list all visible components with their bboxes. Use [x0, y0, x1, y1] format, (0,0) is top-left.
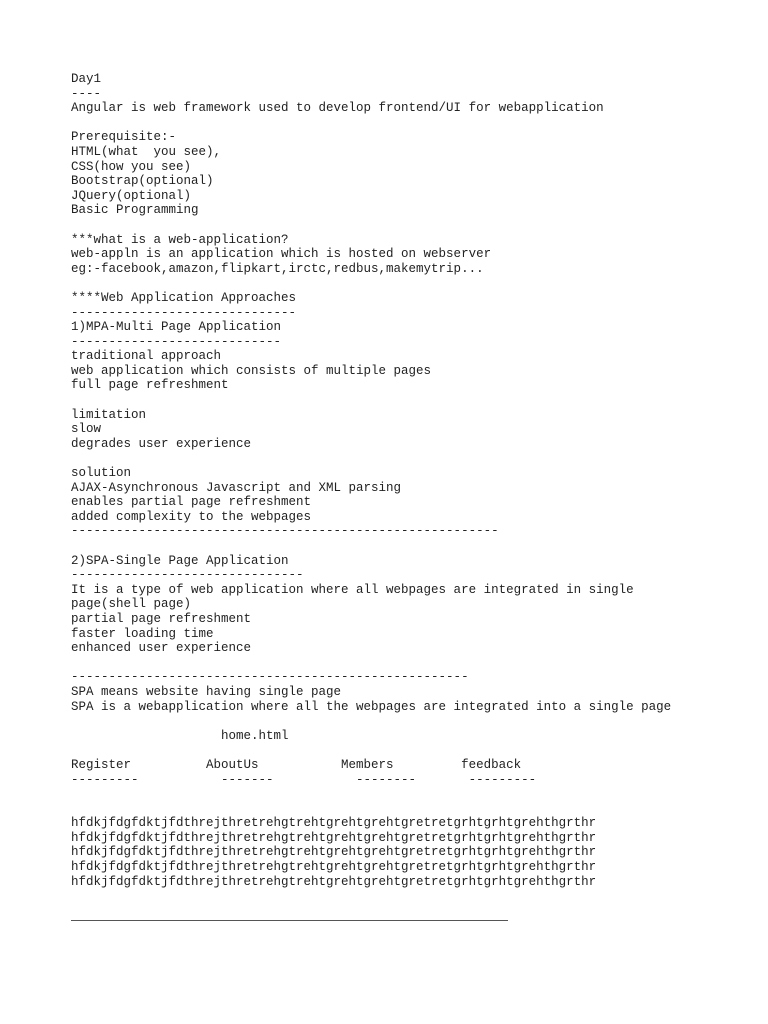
blank-line	[71, 116, 751, 131]
section-heading: ****Web Application Approaches	[71, 290, 297, 305]
text-line: web-appln is an application which is hosted on webserver	[71, 247, 492, 262]
text-line: CSS(how you see)	[71, 159, 192, 174]
text-line: SPA is a webapplication where all the webpages are integrated into a single page	[71, 699, 672, 714]
text-line: hfdkjfdgfdktjfdthrejthretrehgtrehtgrehtgrehtgretretgrhtgrhtgrehthgrthr	[71, 845, 597, 860]
text-line: SPA means website having single page	[71, 684, 342, 699]
text-line: Day1	[71, 72, 102, 86]
text-line: -------------------------------	[71, 568, 304, 583]
text-line: Angular is web framework used to develop frontend/UI for webapplication	[71, 101, 604, 116]
text-line: HTML(what you see),	[71, 144, 222, 159]
text-line: Prerequisite:-	[71, 130, 177, 145]
text-line: ----------------------------	[71, 334, 282, 349]
section-heading: 1)MPA-Multi Page Application	[71, 320, 282, 335]
text-line: Basic Programming	[71, 203, 199, 218]
section-heading: 2)SPA-Single Page Application	[71, 553, 289, 568]
blank-line	[71, 802, 751, 817]
text-line: home.html	[71, 728, 289, 743]
text-line: JQuery(optional)	[71, 188, 192, 203]
text-line: ***what is a web-application?	[71, 232, 289, 247]
text-line: hfdkjfdgfdktjfdthrejthretrehgtrehtgrehtgrehtgretretgrhtgrhtgrehthgrthr	[71, 816, 597, 831]
text-line: traditional approach	[71, 349, 222, 364]
text-line: degrades user experience	[71, 436, 252, 451]
text-line: hfdkjfdgfdktjfdthrejthretrehgtrehtgrehtgrehtgretretgrhtgrhtgrehthgrthr	[71, 860, 597, 875]
text-line: Register AboutUs Members feedback	[71, 757, 522, 772]
text-line: --------- ------- -------- ---------	[71, 772, 537, 787]
text-line: AJAX-Asynchronous Javascript and XML parsing	[71, 480, 402, 495]
text-line: It is a type of web application where all webpages are integrated in single	[71, 582, 634, 597]
text-line: hfdkjfdgfdktjfdthrejthretrehgtrehtgrehtgrehtgretretgrhtgrhtgrehthgrthr	[71, 874, 597, 889]
text-line: Bootstrap(optional)	[71, 174, 214, 189]
text-line: -----------------------------------------------------	[71, 670, 469, 685]
text-line: added complexity to the webpages	[71, 509, 312, 524]
blank-line	[71, 743, 751, 758]
blank-line	[71, 714, 751, 729]
blank-line	[71, 393, 751, 408]
text-line: faster loading time	[71, 626, 214, 641]
text-line: enhanced user experience	[71, 641, 252, 656]
text-line: partial page refreshment	[71, 611, 252, 626]
blank-line	[71, 539, 751, 554]
text-line: hfdkjfdgfdktjfdthrejthretrehgtrehtgrehtgrehtgretretgrhtgrhtgrehthgrthr	[71, 830, 597, 845]
blank-line	[71, 276, 751, 291]
text-line: solution	[71, 466, 132, 481]
blank-line	[71, 218, 751, 233]
blank-line	[71, 787, 751, 802]
text-line: eg:-facebook,amazon,flipkart,irctc,redbus,makemytrip...	[71, 261, 484, 276]
document-body	[71, 72, 751, 889]
text-line: slow	[71, 422, 102, 437]
text-line: ---------------------------------------------------------	[71, 524, 499, 539]
blank-line	[71, 451, 751, 466]
text-line: page(shell page)	[71, 597, 192, 612]
text-line: limitation	[71, 407, 147, 422]
blank-line	[71, 656, 751, 671]
text-line: web application which consists of multiple pages	[71, 363, 432, 378]
horizontal-rule	[71, 920, 508, 921]
text-line: full page refreshment	[71, 378, 229, 393]
text-line: ------------------------------	[71, 305, 297, 320]
text-line: ----	[71, 86, 102, 101]
text-line: enables partial page refreshment	[71, 495, 312, 510]
